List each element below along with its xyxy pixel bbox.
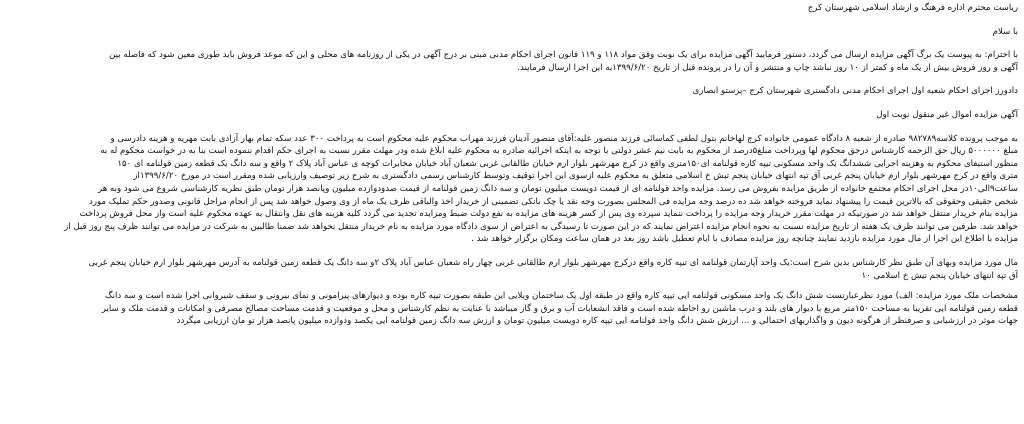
text-line: مال مورد مزایده وبهای آن طبق نظر کارشناس بدین شرح است:یک واحد آپارتمان قولنامه ای تیپه کاره واقع درکرج مهرشهر بلوار ارم طالقانی غربی چهار راه شعبان عباس آباد پلاک ۲و سه دانگ یک قطعه زمین قولنامه به آدرس مهرشهر بلوار ارم خیابان پنجم غربی — [88, 257, 1018, 268]
text-line: آق تپه انتهای خیابان پنجم تیش خ اسلامی ۱۰ — [861, 270, 1018, 281]
addressee: ریاست محترم اداره فرهنگ و ارشاد اسلامی شهرستان کرج — [807, 3, 1018, 13]
text-line: ساعت۹الی۱۰در محل اجرای احکام مجتمع خانواده از طریق مزایده بفروش می رسد. مزایده واحد قولنامه ای از قیمت دویست میلیون تومان و سه دانگ زمین قولنامه از قیمت صدودوازده میلیون وپانصد هزار تومان طبق نظریه کارشناسی شروع می شود وبه هر — [98, 183, 1018, 194]
text-line: مزایده بنام خریدار منتقل خواهد شد در صورتیکه در مهلت مقرر خریدار وجه مزایده را پرداخت ننماید سپرده وی پس از کسر هزینه های مزایده به نفع دولت ضبط ومزایده تجدید می گردد کلیه هزینه های نقل وانتقال به عهده محکوم علیه است واز محل فروش پرداخت — [79, 209, 1018, 220]
text-line: مبلغ ۵۰۰۰۰۰۰ ریال حق الزحمه کارشناس درحق محکوم لها وپرداخت مبلغ۵درصد از محکوم به بابت نیم عشر دولتی با توجه به اینکه اجرائیه صادره به محکوم علیه ابلاغ شده ودر مهلت مقرر نسبت به اجرای حکم اقدام ننموده است بنا به در خواست محکوم له به — [100, 146, 1018, 157]
text-line: به موجب پرونده کلاسه۹۸۲۷۸۹ صادره از شعبه ۸ دادگاه عمومی خانواده کرج لهاخانم بتول لطفی کماسائی فرزند منصور علیه:آقای منصور آدینان فرزند مهراب محکوم علیه محکوم است به پرداخت ۳۰۰ عدد سکه تمام بهار آزادی بابت مهریه و هزینه دادرسی و — [110, 133, 1018, 144]
text-line: قطعه زمین قولنامه ایی تقریبا به مساحت ۱۵۰متر مربع با دیوار های بلند و درب ماشین رو احاطه شده است و فاقد انشعابات آب و برق و گاز میباشد با عنایت به نظم کارشناس و محل و موقعیت و قدمت مساحت مصالح مصرفی و امکانات و قدمت ملک و سایر — [101, 303, 1018, 314]
text-line: خواهد شد. طرفین می توانند ظرف یک هفته از تاریخ مزایده نسبت به نحوه انجام مزایده اعتراض نمایند که در این صورت تا رسیدگی به اعتراض از سوی دادگاه مورد مزایده به نام خریدار منتقل نخواهد شد ضمنا طالبین به شرکت در مزایده می توانند ظرف پنج روز قبل از — [64, 221, 1018, 232]
text-line: متری واقع در کرج مهرشهر بلوار ارم خیابان پنجم غربی آق تپه انتهای خیابان پنجم تیش خ اسلامی متعلق به محکوم علیه ازسوی این اجرا توقیف وتوسط کارشناس رسمی دادگستری به شرح زیر توصیف وارزیابی شده ومقرر است در مورخ ۱۳۹۹/۶/۲۰از — [133, 171, 1018, 182]
text-line: آگهی و روز فروش بیش از یک ماه و کمتر از ۱۰ روز نباشد چاپ و منتشر و آن را در پرونده قبل از تاریخ ۱۳۹۹/۶/۲۰به این اجرا ارسال فرمایند. — [517, 62, 1018, 73]
text-line: مزایده با اطلاع این اجرا از مال مورد مزایده بازدید نمایند چنانچه روز مزایده مصادف با ایام تعطیل باشد روز بعد در همان ساعت ومکان برگزار خواهد شد . — [471, 234, 1018, 245]
text-line: شخص حقیقی وحقوقی که بالاترین قیمت را پیشنهاد نماید فروخته خواهد شد ده درصد وجه مزایده فی المجلس بصورت وجه نقد یا چک بانکی تضمینی از خریدار اخذ والباقی ظرف یک ماه از وی وصول خواهد شد پس از انجام مراحل قانونی وصدور حکم تملیک مورد — [89, 196, 1018, 207]
intro-paragraph — [6, 49, 1018, 74]
body-paragraph — [6, 133, 1018, 246]
text-line: مشخصات ملک مورد مزایده: الف) مورد نظرعبارتست شش دانگ یک واحد مسکونی قولنامه ایی تیپه کاره واقع در طبقه اول یک ساختمان ویلایی این طبقه بصورت تیپه کاره بوده و دیوارهای پیرامونی و نمای بیرونی و سقف شیروانی اجرا شده است و سه دانگ — [104, 291, 1018, 302]
property-paragraph — [6, 257, 1018, 282]
text-line: با احترام: به پیوست یک برگ آگهی مزایده ارسال می گردد، دستور فرمایید آگهی مزایده برای یک نوبت وفق مواد ۱۱۸ و ۱۱۹ قانون اجرای احکام مدنی مبنی بر درج آگهی در یکی از روزنامه های محلی و این که موعد فروش باید طوری معین شود که فاصله بین — [109, 50, 1018, 61]
sender-line: دادورز اجرای احکام شعبه اول اجرای احکام مدنی دادگستری شهرستان کرج –پرستو انصاری — [692, 86, 1018, 97]
notice-heading: آگهی مزایده اموال غیر منقول نوبت اول — [876, 109, 1018, 120]
text-line: منظور استیفای محکوم به وهزینه اجرایی ششدانگ یک واحد مسکونی تیپه کاره قولنامه ای۱۵۰متری واقع در کرج مهرشهر بلوار ارم خیابان طالقانی غربی شعبان آباد خیابان مخابرات کوچه ی عباس آباد پلاک ۲ واقع و سه دانگ یک قطعه زمین قولنامه ای ۱۵۰ — [117, 158, 1018, 169]
text-line: جهات موثر در ارزشیابی و صرفنظر از هرگونه دیون و واگذاریهای احتمالی و ... ارزش شش دانگ واحد قولنامه ایی تیپه کاره دویست میلیون تومان و ارزش سه دانگ زمین قولنامه ایی یکصد ودوازده میلیون پانصد هزار تو مان ارزیابی میگردد — [176, 316, 1018, 327]
greeting: با سلام — [992, 26, 1018, 37]
specs-paragraph — [6, 290, 1018, 328]
